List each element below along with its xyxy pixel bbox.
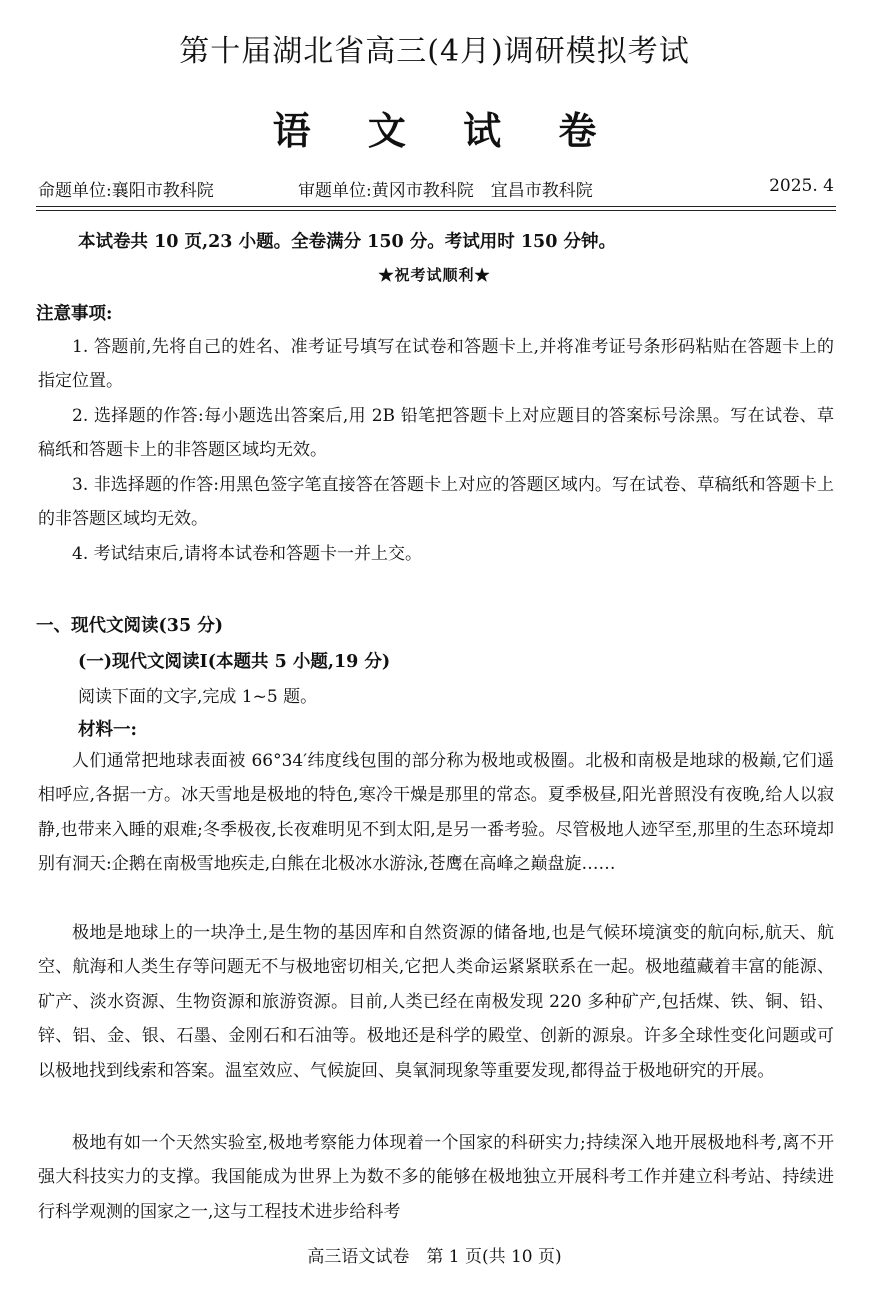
- page-footer: 高三语文试卷 第 1 页(共 10 页): [307, 1247, 562, 1267]
- section-heading: 一、现代文阅读(35 分): [36, 616, 224, 636]
- meta-line: [38, 176, 834, 202]
- notice-item: 4. 考试结束后,请将本试卷和答题卡一并上交。: [72, 544, 423, 564]
- reading-instruction: 阅读下面的文字,完成 1~5 题。: [78, 687, 318, 707]
- setter-unit: 命题单位:襄阳市教科院: [38, 181, 214, 201]
- notice-heading: 注意事项:: [36, 304, 113, 324]
- material-label: 材料一:: [78, 720, 137, 740]
- notice-item: 3. 非选择题的作答:用黑色签字笔直接答在答题卡上对应的答题区域内。写在试卷、草稿纸和答题卡上的非答题区域均无效。: [38, 475, 834, 530]
- reviewer-unit: 审题单位:黄冈市教科院 宜昌市教科院: [298, 181, 593, 201]
- subsection-heading: (一)现代文阅读Ⅰ(本题共 5 小题,19 分): [78, 652, 391, 672]
- passage-paragraph: 极地是地球上的一块净土,是生物的基因库和自然资源的储备地,也是气候环境演变的航向标,航天、航空、航海和人类生存等问题无不与极地密切相关,它把人类命运紧紧联系在一起。极地蕴藏着丰富的能源、矿产、淡水资源、生物资源和旅游资源。目前,人类已经在南极发现 220 多种矿产,包括煤、铁、铜、铅、锌、铝、金、银、石墨、金刚石和石油等。极地还是科学的殿堂、创新的源泉。许多全球性变化问题或可以极地找到线索和答案。温室效应、气候旋回、臭氧洞现象等重要发现,都得益于极地研究的开展。: [38, 923, 834, 1081]
- header-rule-top: [36, 206, 836, 207]
- passage-paragraph: 极地有如一个天然实验室,极地考察能力体现着一个国家的科研实力;持续深入地开展极地科考,离不开强大科技实力的支撑。我国能成为世界上为数不多的能够在极地独立开展科考工作并建立科考站、持续进行科学观测的国家之一,这与工程技术进步给科考: [38, 1133, 834, 1222]
- passage-paragraph: 人们通常把地球表面被 66°34′纬度线包围的部分称为极地或极圈。北极和南极是地球的极巅,它们遥相呼应,各据一方。冰天雪地是极地的特色,寒冷干燥是那里的常态。夏季极昼,阳光普照没有夜晚,给人以寂静,也带来入睡的艰难;冬季极夜,长夜难明见不到太阳,是另一番考验。尽管极地人迹罕至,那里的生态环境却别有洞天:企鹅在南极雪地疾走,白熊在北极冰水游泳,苍鹰在高峰之巅盘旋……: [38, 751, 834, 875]
- exam-intro: 本试卷共 10 页,23 小题。全卷满分 150 分。考试用时 150 分钟。: [78, 232, 617, 252]
- exam-date: 2025. 4: [769, 176, 834, 196]
- header-rule-bottom: [36, 210, 836, 211]
- notice-item: 2. 选择题的作答:每小题选出答案后,用 2B 铅笔把答题卡上对应题目的答案标号涂黑。写在试卷、草稿纸和答题卡上的非答题区域均无效。: [38, 406, 834, 461]
- exam-title: 第十届湖北省高三(4月)调研模拟考试: [179, 34, 690, 69]
- good-luck-line: ★祝考试顺利★: [378, 266, 491, 284]
- notice-item: 1. 答题前,先将自己的姓名、准考证号填写在试卷和答题卡上,并将准考证号条形码粘贴在答题卡上的指定位置。: [38, 337, 834, 392]
- subject-title: 语 文 试 卷: [272, 108, 619, 153]
